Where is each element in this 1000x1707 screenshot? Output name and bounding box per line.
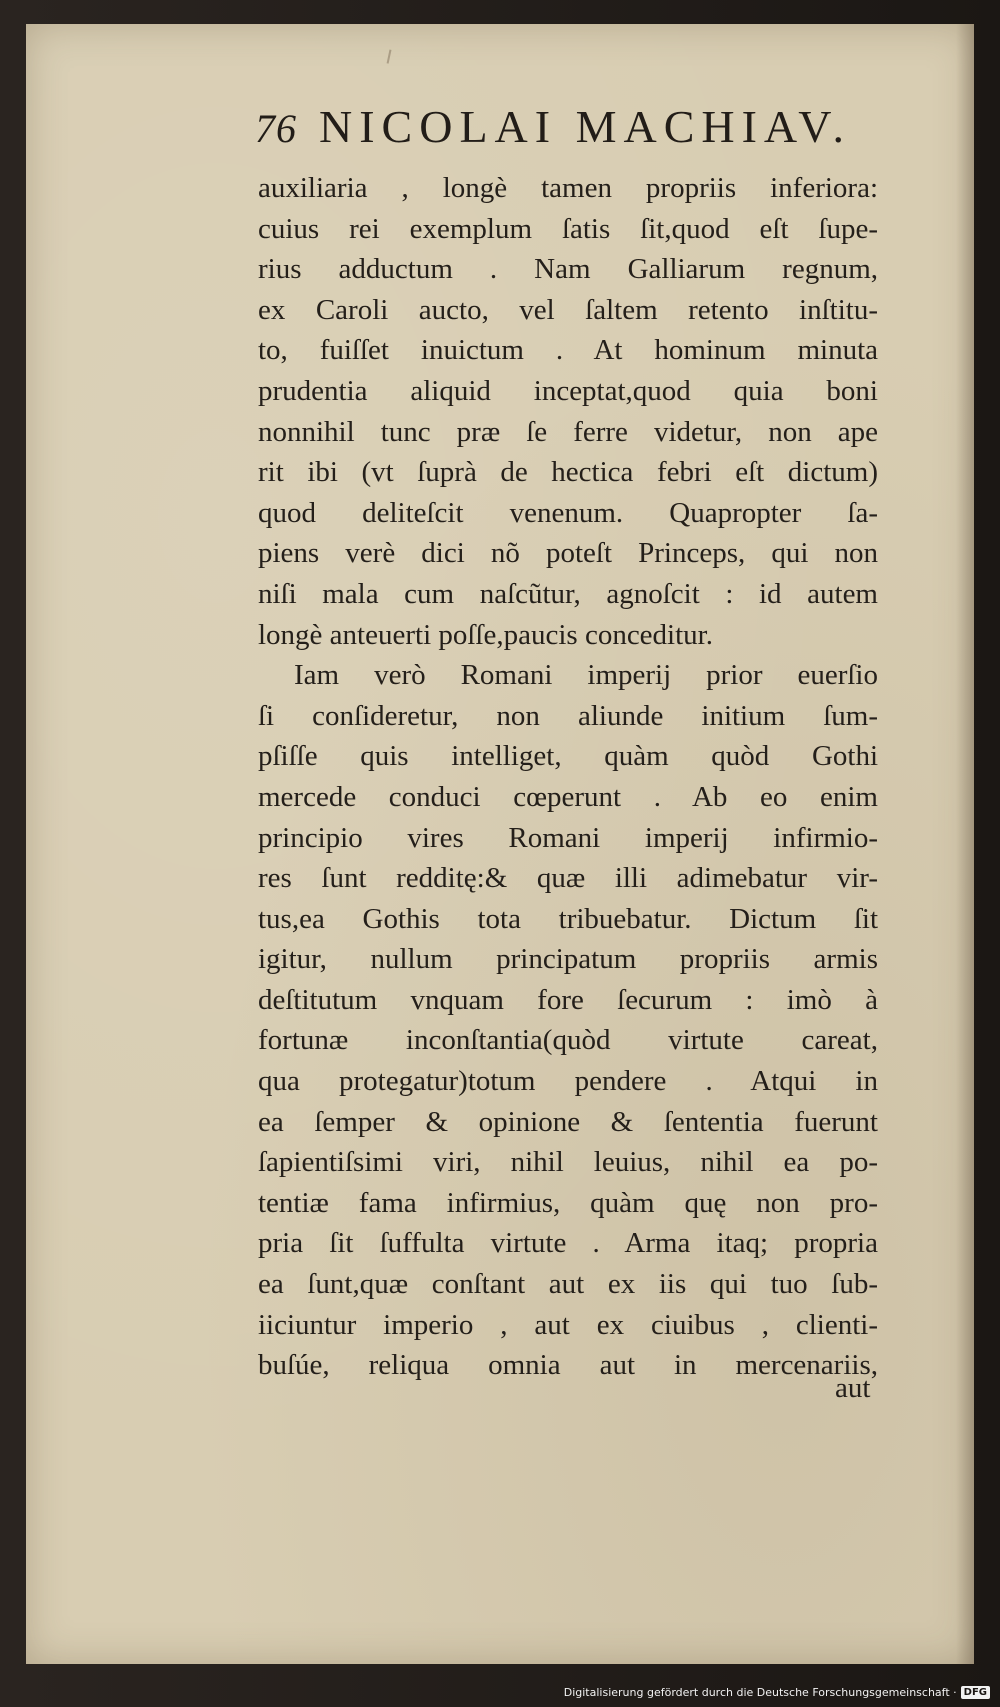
text-line: quod deliteſcit venenum. Quapropter ſa- (258, 496, 878, 529)
text-line: pſiſſe quis intelliget, quàm quòd Gothi (258, 740, 878, 773)
running-head: NICOLAI MACHIAV. (319, 101, 851, 152)
page-number: 76 (255, 106, 297, 151)
text-line: buſúe, reliqua omnia aut in mercenariis, (258, 1349, 878, 1382)
text-line: ſi conſideretur, non aliunde initium ſum- (258, 699, 878, 732)
text-line: igitur, nullum principatum propriis armis (258, 943, 878, 976)
text-line: prudentia aliquid inceptat,quod quia boni (258, 374, 878, 407)
funding-credit: Digitalisierung gefördert durch die Deutsche Forschungsgemeinschaft · (563, 1685, 957, 1699)
text-line: nonnihil tunc præ ſe ferre videtur, non ape (258, 415, 878, 448)
text-line: ea ſemper & opinione & ſententia fuerunt (258, 1105, 878, 1138)
text-line: cuius rei exemplum ſatis ſit,quod eſt ſupe- (258, 212, 878, 245)
page-edge-shadow (956, 24, 974, 1664)
body-text (258, 168, 878, 1386)
text-line: rius adductum . Nam Galliarum regnum, (258, 253, 878, 286)
text-line: ex Caroli aucto, vel ſaltem retento inſtitu- (258, 293, 878, 326)
text-line: rit ibi (vt ſuprà de hectica febri eſt dictum) (258, 456, 878, 489)
text-line: ea ſunt,quæ conſtant aut ex iis qui tuo ſub- (258, 1268, 878, 1301)
text-line: tus,ea Gothis tota tribuebatur. Dictum ſit (258, 902, 878, 935)
page-header (255, 100, 875, 160)
text-line: tentiæ fama infirmius, quàm quę non pro- (258, 1186, 878, 1219)
text-line: piens verè dici nõ poteſt Princeps, qui non (258, 537, 878, 570)
text-line: niſi mala cum naſcũtur, agnoſcit : id autem (258, 577, 878, 610)
text-line: ſapientiſsimi viri, nihil leuius, nihil ea po- (258, 1146, 878, 1179)
text-line: deſtitutum vnquam fore ſecurum : imò à (258, 983, 878, 1016)
digitization-footer (564, 1679, 990, 1705)
text-line: Iam verò Romani imperij prior euerſio (294, 659, 878, 692)
text-line: auxiliaria , longè tamen propriis inferiora: (258, 172, 878, 204)
text-line: mercede conduci cœperunt . Ab eo enim (258, 780, 878, 813)
text-line: iiciuntur imperio , aut ex ciuibus , clienti- (258, 1308, 878, 1341)
text-line: longè anteuerti poſſe,paucis conceditur. (258, 618, 713, 651)
text-line: pria ſit ſuffulta virtute . Arma itaq; propria (258, 1227, 878, 1260)
text-line: res ſunt redditę:& quæ illi adimebatur vir- (258, 862, 878, 895)
text-line: fortunæ inconſtantia(quòd virtute careat, (258, 1024, 878, 1057)
text-line: to, fuiſſet inuictum . At hominum minuta (258, 334, 878, 367)
text-line: principio vires Romani imperij infirmio- (258, 821, 878, 854)
dfg-logo-icon: DFG (961, 1686, 990, 1699)
text-line: qua protegatur)totum pendere . Atqui in (258, 1065, 878, 1098)
catchword: aut (835, 1372, 871, 1404)
